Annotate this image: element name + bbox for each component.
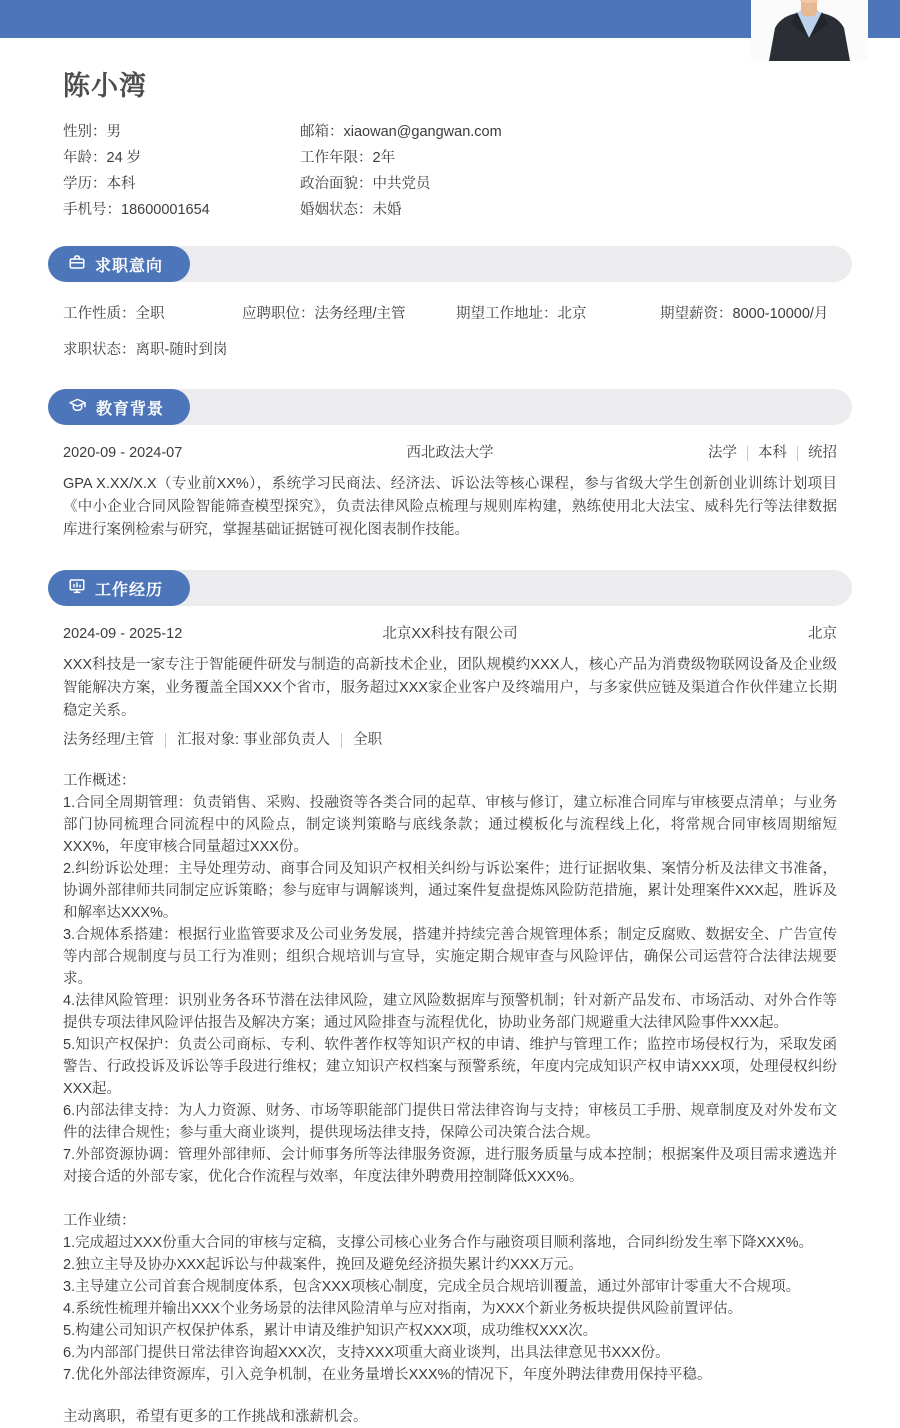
- overview-item: 4.法律风险管理：识别业务各环节潜在法律风险，建立风险数据库与预警机制；针对新产品发布、市场活动、对外合作等提供专项法律风险评估报告及解决方案；通过风险排查与流程优化，协助业务部门规避重大法律风险事件XXX起。: [63, 993, 837, 1031]
- section-bar-education: [48, 389, 852, 425]
- personal-info: [63, 117, 852, 221]
- job-intent-row1: [63, 303, 837, 325]
- degree-tag: 本科: [747, 446, 797, 461]
- achievement-item: 4.系统性梳理并输出XXX个业务场景的法律风险清单与应对指南，为XXX个新业务板块提供风险前置评估。: [63, 1301, 743, 1317]
- section-title: 工作经历: [95, 581, 164, 599]
- education-body: [48, 441, 852, 542]
- overview-item: 5.知识产权保护：负责公司商标、专利、软件著作权等知识产权的申请、维护与管理工作；监控市场侵权行为，采取发函警告、行政投诉及诉讼等手段进行维权；建立知识产权档案与预警系统，年度内完成知识产权申请XXX项，处理侵权纠纷XXX起。: [63, 1037, 837, 1097]
- work-meta-row: [63, 622, 837, 646]
- company-intro: XXX科技是一家专注于智能硬件研发与制造的高新技术企业，团队规模约XXX人，核心产品为消费级物联网设备及企业级智能解决方案，业务覆盖全国XXX个省市，服务超过XXX家企业客户及终端用户，与多家供应链及渠道合作伙伴建立长期稳定关系。: [63, 657, 837, 719]
- candidate-name: 陈小湾: [63, 71, 147, 101]
- graduation-cap-icon: [68, 396, 87, 419]
- education-date: 2020-09 - 2024-07: [63, 445, 183, 461]
- info-email: 邮箱：xiaowan@gangwan.com: [300, 123, 502, 140]
- section-bar-job-intent: [48, 246, 852, 282]
- info-phone: 手机号：18600001654: [63, 201, 210, 218]
- achievement-item: 1.完成超过XXX份重大合同的审核与定稿，支撑公司核心业务合作与融资项目顺利落地，合同纠纷发生率下降XXX%。: [63, 1235, 814, 1251]
- position-row: [63, 733, 393, 748]
- job-intent-body: [48, 303, 852, 361]
- intent-salary: 期望薪资：8000-10000/月: [660, 306, 829, 322]
- intent-position: 应聘职位：法务经理/主管: [242, 306, 406, 322]
- briefcase-icon: [68, 253, 86, 276]
- education-meta-row: [63, 441, 837, 465]
- section-pill-education: [48, 389, 190, 425]
- major-tag: 法学: [708, 445, 737, 461]
- education-description: GPA X.XX/X.X（专业前XX%），系统学习民商法、经济法、诉讼法等核心课程，参与省级大学生创新创业训练计划项目《中小企业合同风险智能筛查模型探究》，负责法律风险点梳理与规则库构建，熟练使用北大法宝、威科先行等法律数据库进行案例检索与研究，掌握基础证据链可视化图表制作技能。: [63, 476, 837, 538]
- enrollment-tag: 统招: [797, 446, 837, 461]
- position-title: 法务经理/主管: [63, 732, 155, 748]
- overview-item: 1.合同全周期管理：负责销售、采购、投融资等各类合同的起草、审核与修订，建立标准合同库与审核要点清单；与业务部门协同梳理合同流程中的风险点，制定谈判策略与底线条款；通过模板化与流程线上化，将常规合同审核周期缩短XXX%，年度审核合同量超过XXX份。: [63, 795, 837, 855]
- portrait-illustration: [751, 0, 868, 61]
- work-company: 北京XX科技有限公司: [382, 626, 518, 642]
- info-work-years: 工作年限：2年: [300, 149, 396, 166]
- intent-location: 期望工作地址：北京: [456, 306, 587, 322]
- work-body: [48, 622, 852, 1428]
- section-bar-work: [48, 570, 852, 606]
- section-title: 教育背景: [96, 400, 165, 418]
- id-photo: [751, 0, 868, 61]
- section-title: 求职意向: [95, 257, 164, 275]
- overview-item: 7.外部资源协调：管理外部律师、会计师事务所等法律服务资源，进行服务质量与成本控制；根据案件及项目需求遴选并对接合适的外部专家，优化合作流程与效率，年度法律外聘费用控制降低XXX%。: [63, 1147, 837, 1185]
- work-achievements: [63, 1210, 837, 1386]
- overview-title: 工作概述：: [63, 773, 136, 789]
- achievement-item: 7.优化外部法律资源库，引入竞争机制，在业务量增长XXX%的情况下，年度外聘法律费用保持平稳。: [63, 1367, 712, 1383]
- achievement-item: 5.构建公司知识产权保护体系，累计申请及维护知识产权XXX项，成功维权XXX次。: [63, 1323, 598, 1339]
- overview-item: 2.纠纷诉讼处理：主导处理劳动、商事合同及知识产权相关纠纷与诉讼案件；进行证据收集、案情分析及法律文书准备，协调外部律师共同制定应诉策略；参与庭审与调解谈判，通过案件复盘提炼风险防范措施，累计处理案件XXX起，胜诉及和解率达XXX%。: [63, 861, 837, 921]
- education-tags: [595, 441, 837, 465]
- education-school: 西北政法大学: [406, 445, 494, 461]
- achievements-title: 工作业绩：: [63, 1213, 136, 1229]
- work-overview: [63, 770, 837, 1188]
- intent-job-type: 工作性质：全职: [63, 306, 165, 322]
- info-age: 年龄：24 岁: [63, 149, 142, 166]
- section-pill-work: [48, 570, 190, 606]
- resume-page: [0, 64, 900, 1428]
- monitor-chart-icon: [68, 577, 86, 600]
- achievement-item: 2.独立主导及协办XXX起诉讼与仲裁案件，挽回及避免经济损失累计约XXX万元。: [63, 1257, 583, 1273]
- work-date: 2024-09 - 2025-12: [63, 626, 183, 642]
- leave-reason: 主动离职，希望有更多的工作挑战和涨薪机会。: [63, 1409, 368, 1425]
- info-marital-status: 婚姻状态：未婚: [300, 201, 402, 218]
- achievement-item: 6.为内部部门提供日常法律咨询超XXX次，支持XXX项重大商业谈判，出具法律意见书XXX份。: [63, 1345, 670, 1361]
- overview-item: 6.内部法律支持：为人力资源、财务、市场等职能部门提供日常法律咨询与支持；审核员工手册、规章制度及对外发布文件的法律合规性；参与重大商业谈判，提供现场法律支持，保障公司决策合法合规。: [63, 1103, 837, 1141]
- report-to: 汇报对象: 事业部负责人: [165, 733, 341, 748]
- achievement-item: 3.主导建立公司首套合规制度体系，包含XXX项核心制度，完成全员合规培训覆盖，通过外部审计零重大不合规项。: [63, 1279, 801, 1295]
- job-type: 全职: [341, 733, 393, 748]
- overview-item: 3.合规体系搭建：根据行业监管要求及公司业务发展，搭建并持续完善合规管理体系；制定反腐败、数据安全、广告宣传等内部合规制度与员工行为准则；组织合规培训与宣导，实施定期合规审查与风险评估，确保公司运营符合法律法规要求。: [63, 927, 837, 987]
- info-political-status: 政治面貌：中共党员: [300, 175, 431, 192]
- section-pill-job-intent: [48, 246, 190, 282]
- info-gender: 性别：男: [63, 123, 121, 140]
- info-degree: 学历：本科: [63, 175, 136, 192]
- intent-status: 求职状态：离职-随时到岗: [63, 342, 228, 358]
- work-location: 北京: [808, 626, 837, 642]
